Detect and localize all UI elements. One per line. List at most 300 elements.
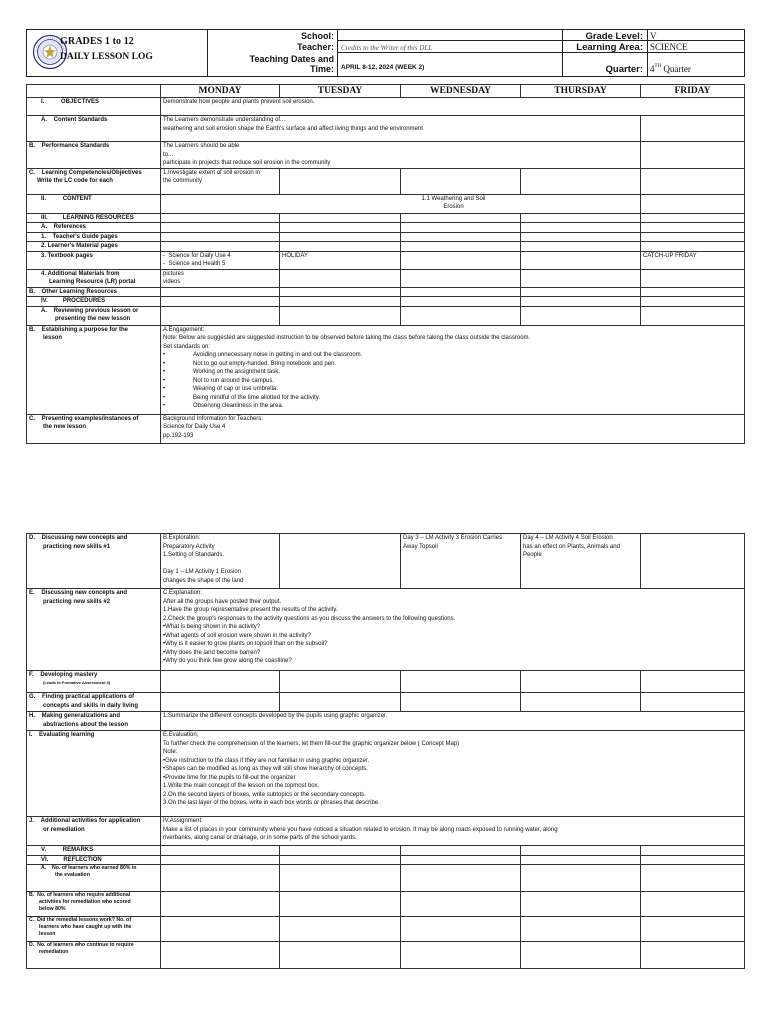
empty-cell (280, 242, 401, 252)
bullet-glyph: • (163, 386, 166, 392)
remarks-title: REMARKS (62, 847, 94, 853)
engagement-note: Note: Below are suggested are suggested instruction to be observed before taking the class before taking the class outside the classroom. (163, 335, 531, 341)
empty-cell (641, 846, 745, 856)
empty-cell (161, 917, 280, 942)
presenting-label-line: C. Presenting examples/instances of (29, 415, 139, 422)
mastery-row (27, 671, 745, 693)
header-right-values (647, 30, 744, 76)
bullet-text: Not to go out empty-handed. Bring notebook and pen. (193, 360, 337, 367)
empty-cell (161, 865, 280, 892)
empty-cell (401, 306, 521, 325)
empty-cell (641, 194, 745, 213)
explanation-line: 2.Check the group's responses to the activity questions as you discuss the answers to the following questions. (163, 615, 456, 622)
competencies-label-line: Write the LC code for each (37, 178, 113, 184)
explanation-line: •Why is it easier to grow plants on topsoil than on the subsoil? (163, 641, 328, 647)
empty-cell (280, 855, 401, 865)
empty-cell (280, 287, 401, 297)
bullet-text: Avoiding unnecessary noise in getting in and out the classroom. (193, 352, 363, 358)
standards-bullet (163, 394, 742, 403)
dates-label-1: Teaching Dates and (249, 54, 334, 64)
reflection-b-label-line: activities for remediation who scored (39, 899, 131, 905)
empty-cell (641, 942, 745, 969)
discussing2-content (161, 589, 745, 671)
discussing1-line: People (523, 552, 542, 558)
remarks-label (27, 846, 161, 856)
presenting-line: Background Information for Teachers: (163, 415, 263, 422)
header-title-cell (27, 30, 208, 76)
empty-cell (521, 232, 641, 242)
content-standards-label: A. Content Standards (27, 116, 161, 142)
engagement-heading: A.Engagement: (163, 326, 205, 333)
empty-cell (521, 242, 641, 252)
empty-cell (161, 855, 280, 865)
empty-cell (521, 917, 641, 942)
empty-cell (401, 213, 521, 223)
empty-cell (521, 297, 641, 307)
generalizations-label-line: H. Making generalizations and (29, 713, 121, 719)
empty-cell (161, 306, 280, 325)
discussing1-thursday (521, 534, 641, 589)
empty-cell (280, 534, 401, 589)
purpose-content (161, 325, 745, 414)
discussing1-line: Day 1 – LM Activity 1 Erosion (163, 569, 242, 575)
textbook-line: - Science for Daily Use 4 (163, 252, 231, 259)
performance-standards-line: to... (163, 151, 174, 158)
evaluation-line: E.Evaluation; (163, 732, 199, 738)
competencies-monday (161, 168, 280, 194)
header-values (337, 30, 563, 76)
reflection-c-row (27, 917, 745, 942)
learners-material-label: 2. Learner's Material pages (27, 242, 161, 252)
quarter-word: Quarter (661, 64, 691, 74)
practical-label-line: G. Finding practical applications of (29, 694, 135, 700)
header-rule (337, 40, 562, 41)
purpose-label-line: B. Establishing a purpose for the (29, 326, 129, 333)
generalizations-label (27, 712, 161, 731)
empty-cell (641, 116, 745, 142)
performance-standards-label: B. Performance Standards (27, 142, 161, 169)
empty-cell (521, 855, 641, 865)
additional-materials-line: videos (163, 279, 181, 285)
additional-materials-line: pictures (163, 270, 185, 277)
learning-area-value: SCIENCE (650, 42, 688, 52)
assignment-line: Make a list of places in your community where you have noticed a situation related to erosion. It may be along roads exposed to running water, along (163, 826, 558, 833)
discussing1-line: Day 3 – LM Activity 3 Erosion Carries (403, 535, 503, 541)
generalizations-label-line: abstractions about the lesson (43, 721, 129, 728)
empty-cell (161, 213, 280, 223)
header-rule (562, 40, 744, 41)
discussing1-line: has an effect on Plants, Animals and (523, 543, 620, 550)
content-num: II. (41, 195, 47, 202)
reflection-label (27, 855, 161, 865)
grade-level-value: V (650, 31, 657, 41)
empty-cell (280, 917, 401, 942)
empty-cell (161, 846, 280, 856)
reviewing-label (27, 306, 161, 325)
reflection-b-row (27, 892, 745, 917)
procedures-row (27, 297, 745, 307)
procedures-title: PROCEDURES (62, 298, 106, 304)
textbook-monday (161, 251, 280, 269)
discussing1-monday (161, 534, 280, 589)
empty-cell (401, 168, 521, 194)
empty-cell (521, 213, 641, 223)
practical-row (27, 693, 745, 712)
empty-cell (401, 251, 521, 269)
day-header-friday: FRIDAY (641, 85, 745, 98)
resources-label (27, 213, 161, 223)
discussing1-line (163, 560, 277, 569)
objectives-row (27, 98, 745, 116)
evaluation-line: 3.On the last layer of the boxes, write in each box words or phrases that describe. (163, 800, 380, 806)
explanation-line: •Why does the land become barren? (163, 649, 261, 656)
empty-cell (161, 287, 280, 297)
empty-cell (161, 671, 280, 693)
reflection-b-label-line: B. No. of learners who require additional (29, 892, 131, 898)
empty-cell (521, 223, 641, 233)
reflection-d-label-line: remediation (39, 949, 69, 955)
performance-standards-text (161, 142, 641, 169)
discussing2-label-line: E. Discussing new concepts and (29, 590, 128, 596)
empty-cell (161, 942, 280, 969)
empty-cell (521, 287, 641, 297)
references-row (27, 223, 745, 233)
content-standards-line: weathering and soil erosion shape the Earth's surface and affect living things and the environment (163, 125, 423, 132)
additional-activities-row (27, 817, 745, 846)
header-rule (562, 52, 744, 53)
performance-standards-line: participate in projects that reduce soil erosion in the community (163, 160, 331, 166)
learners-material-row (27, 242, 745, 252)
empty-cell (161, 892, 280, 917)
standards-bullet (163, 377, 742, 386)
empty-cell (401, 917, 521, 942)
presenting-label (27, 414, 161, 443)
bullet-text: Not to run around the campus. (193, 377, 275, 384)
bullet-text: Being mindful of the time allotted for the activity. (193, 394, 320, 401)
evaluation-line: To further check the comprehension of the learners, let them fill-out the graphic organizer below ( Concept Map) (163, 740, 460, 747)
objectives-label (27, 98, 161, 116)
empty-cell (401, 693, 521, 712)
evaluating-row (27, 731, 745, 817)
school-label: School: (301, 31, 334, 41)
day-header-blank (27, 85, 161, 98)
empty-cell (280, 693, 401, 712)
explanation-line: 1.Have the group representative present the results of the activity. (163, 607, 338, 613)
content-text (161, 194, 641, 213)
purpose-label (27, 325, 161, 414)
empty-cell (521, 251, 641, 269)
empty-cell (280, 671, 401, 693)
content-title: CONTENT (62, 195, 92, 202)
empty-cell (280, 269, 401, 287)
evaluating-label: I. Evaluating learning (27, 731, 161, 817)
empty-cell (641, 917, 745, 942)
reflection-a-label-line: the evaluation (55, 872, 90, 878)
content-standards-line: The Learners demonstrate understanding of... (163, 117, 286, 123)
additional-materials-monday (161, 269, 280, 287)
empty-cell (641, 232, 745, 242)
textbook-row (27, 251, 745, 269)
evaluation-line: 1.Write the main concept of the lesson on the topmost box. (163, 783, 320, 789)
discussing1-line: B.Exploration: (163, 535, 201, 541)
empty-cell (521, 693, 641, 712)
empty-cell (280, 168, 401, 194)
competencies-label-line: C. Learning Competencies/Objectives (29, 169, 142, 176)
quarter-value (650, 64, 691, 74)
empty-cell (161, 223, 280, 233)
empty-cell (280, 865, 401, 892)
discussing1-line: Away Topsoil (403, 543, 438, 550)
empty-cell (161, 242, 280, 252)
other-resources-row (27, 287, 745, 297)
quarter-number: 4 (650, 64, 655, 74)
day-header-monday: MONDAY (161, 85, 280, 98)
presenting-line: Science for Daily Use 4 (163, 424, 226, 430)
empty-cell (280, 297, 401, 307)
reflection-num: VI. (41, 856, 49, 863)
day-header-thursday: THURSDAY (521, 85, 641, 98)
day-header-row (27, 85, 745, 98)
other-resources-label: B. Other Learning Resources (27, 287, 161, 297)
reflection-d-label-line: D. No. of learners who continue to require (29, 942, 134, 948)
discussing1-line: Preparatory Activity (163, 543, 215, 550)
assignment-line: IV.Assignment: (163, 818, 203, 824)
empty-cell (401, 846, 521, 856)
empty-cell (521, 168, 641, 194)
dll-header (26, 29, 745, 77)
empty-cell (401, 242, 521, 252)
header-labels (207, 30, 338, 76)
empty-cell (401, 232, 521, 242)
header-rule (337, 52, 562, 53)
standards-bullet (163, 402, 742, 411)
empty-cell (280, 232, 401, 242)
empty-cell (280, 846, 401, 856)
reflection-c-label (27, 917, 161, 942)
empty-cell (280, 892, 401, 917)
discussing1-line: changes the shape of the land (163, 577, 244, 584)
lesson-log-table-part2 (26, 533, 745, 969)
content-label (27, 194, 161, 213)
empty-cell (641, 306, 745, 325)
objectives-title: OBJECTIVES (61, 99, 100, 105)
presenting-row (27, 414, 745, 443)
additional-materials-label (27, 269, 161, 287)
discussing1-label-line: D. Discussing new concepts and (29, 535, 128, 541)
textbook-line: - Science and Health 5 (163, 261, 226, 267)
empty-cell (521, 269, 641, 287)
generalizations-text: 1.Summarize the different concepts developed by the pupils using graphic organizer. (161, 712, 745, 731)
reviewing-row (27, 306, 745, 325)
reflection-title: REFLECTION (63, 856, 102, 863)
discussing2-label-line: practicing new skills #2 (43, 598, 111, 605)
content-row (27, 194, 745, 213)
set-standards: Set standards on: (163, 343, 211, 350)
dll-title: DAILY LESSON LOG (60, 52, 153, 62)
reflection-d-row (27, 942, 745, 969)
resources-row (27, 213, 745, 223)
objectives-text: Demonstrate how people and plants prevent soil erosion. (161, 98, 745, 116)
discussing2-label (27, 589, 161, 671)
textbook-label: 3. Textbook pages (27, 251, 161, 269)
remarks-num: V. (41, 847, 47, 853)
empty-cell (641, 242, 745, 252)
additional-materials-row (27, 269, 745, 287)
empty-cell (280, 306, 401, 325)
assignment-content (161, 817, 745, 846)
explanation-line: After all the groups have posted their output. (163, 598, 282, 605)
additional-activities-label-line: or remediation (43, 826, 85, 833)
explanation-line: •What agents of soil erosion were shown in the activity? (163, 632, 311, 639)
empty-cell (401, 942, 521, 969)
bullet-glyph: • (163, 352, 166, 358)
explanation-line: •Why do you think few grow along the coastline? (163, 658, 292, 664)
additional-materials-label-line: Learning Resource (LR) portal (49, 279, 136, 285)
empty-cell (641, 671, 745, 693)
performance-standards-row (27, 142, 745, 169)
teachers-guide-label: 1. Teacher's Guide pages (27, 232, 161, 242)
empty-cell (641, 287, 745, 297)
reflection-a-row (27, 865, 745, 892)
teacher-value: Credits to the Writer of this DLL (341, 44, 433, 52)
objectives-num: I. (41, 99, 45, 105)
standards-bullet (163, 368, 742, 377)
presenting-line: pp.192-193 (163, 432, 194, 439)
empty-cell (641, 693, 745, 712)
empty-cell (521, 671, 641, 693)
discussing1-line: Day 4 – LM Activity 4 Soil Erosion (523, 535, 613, 541)
lesson-log-table-part1 (26, 84, 745, 444)
bullet-glyph: • (163, 369, 166, 375)
evaluating-content (161, 731, 745, 817)
purpose-row (27, 325, 745, 414)
standards-bullet (163, 360, 742, 369)
empty-cell (521, 306, 641, 325)
empty-cell (641, 855, 745, 865)
empty-cell (401, 865, 521, 892)
competencies-line: 1.Investigate extent of soil erosion in (163, 169, 261, 176)
teachers-guide-row (27, 232, 745, 242)
remarks-row (27, 846, 745, 856)
bullet-text: Working on the assignment task. (193, 369, 280, 375)
reflection-c-label-line: lesson (39, 931, 56, 937)
practical-label (27, 693, 161, 712)
discussing1-label (27, 534, 161, 589)
references-label: A. References (27, 223, 161, 233)
empty-cell (521, 865, 641, 892)
explanation-line: •What is being shown in the activity? (163, 624, 261, 630)
purpose-label-line: lesson (43, 335, 63, 341)
empty-cell (280, 223, 401, 233)
procedures-label (27, 297, 161, 307)
content-line: 1.1 Weathering and Soil (421, 195, 486, 202)
additional-activities-label-line: J. Additional activities for application (29, 818, 141, 824)
bullet-glyph: • (163, 394, 166, 401)
dates-value: APRIL 8-12, 2024 (WEEK 2) (341, 64, 425, 71)
reflection-c-label-line: learners who have caught up with the (39, 924, 132, 930)
presenting-content (161, 414, 745, 443)
empty-cell (521, 942, 641, 969)
reviewing-label-line: presenting the new lesson (55, 316, 131, 322)
mastery-sub: (Leads to Formative Assessment 3) (43, 679, 111, 685)
textbook-friday: CATCH-UP FRIDAY (641, 251, 745, 269)
procedures-num: IV. (41, 298, 48, 304)
mastery-label-line: F. Developing mastery (29, 672, 98, 678)
presenting-label-line: the new lesson (43, 424, 87, 430)
additional-materials-label-line: 4. Additional Materials from (41, 270, 120, 277)
reflection-a-label (27, 865, 161, 892)
discussing1-wednesday (401, 534, 521, 589)
discussing1-label-line: practicing new skills #1 (43, 543, 111, 550)
standards-bullet (163, 385, 742, 394)
evaluation-line: •Give instruction to the class if they are not familiar in using graphic organizer. (163, 757, 370, 764)
quarter-suffix: TH (654, 64, 662, 69)
empty-cell (521, 892, 641, 917)
empty-cell (280, 942, 401, 969)
empty-cell (401, 287, 521, 297)
empty-cell (641, 269, 745, 287)
reviewing-label-line: A. Reviewing previous lesson or (41, 307, 139, 314)
competencies-row (27, 168, 745, 194)
mastery-label (27, 671, 161, 693)
content-line: Erosion (443, 204, 464, 210)
reflection-row (27, 855, 745, 865)
generalizations-row (27, 712, 745, 731)
empty-cell (161, 232, 280, 242)
assignment-line: riverbanks, along canal or drainage, or in some parts of the school yards. (163, 835, 357, 841)
learning-area-label: Learning Area: (576, 42, 643, 53)
reflection-b-label-line: below 80% (39, 906, 66, 912)
discussing2-row (27, 589, 745, 671)
grades-title: GRADES 1 to 12 (60, 36, 134, 47)
bullet-glyph: • (163, 377, 166, 384)
empty-cell (401, 855, 521, 865)
empty-cell (641, 142, 745, 169)
empty-cell (641, 297, 745, 307)
bullet-glyph: • (163, 403, 166, 409)
empty-cell (641, 223, 745, 233)
resources-num: III. (41, 214, 48, 221)
day-header-tuesday: TUESDAY (280, 85, 401, 98)
competencies-label (27, 168, 161, 194)
empty-cell (401, 892, 521, 917)
empty-cell (641, 865, 745, 892)
discussing1-row (27, 534, 745, 589)
additional-activities-label (27, 817, 161, 846)
empty-cell (641, 892, 745, 917)
empty-cell (401, 297, 521, 307)
empty-cell (641, 213, 745, 223)
evaluation-line: •Provide time for the pupils to fill-out the organizer (163, 774, 296, 781)
explanation-line: C.Explanation: (163, 590, 203, 596)
performance-standards-line: The Learners should be able (163, 143, 240, 149)
empty-cell (401, 671, 521, 693)
dates-label-2: Time: (310, 64, 334, 74)
reflection-d-label (27, 942, 161, 969)
resources-title: LEARNING RESOURCES (62, 214, 134, 221)
empty-cell (641, 534, 745, 589)
standards-bullet (163, 351, 742, 360)
bullet-text: Wearing of cap or use umbrella. (193, 386, 278, 392)
empty-cell (641, 168, 745, 194)
reflection-b-label (27, 892, 161, 917)
bullet-text: Observing cleanliness in the area. (193, 403, 284, 409)
empty-cell (161, 693, 280, 712)
content-standards-text (161, 116, 641, 142)
quarter-label: Quarter: (605, 64, 643, 75)
evaluation-line: •Shapes can be modified as long as they will still show hierarchy of concepts. (163, 766, 368, 772)
empty-cell (521, 846, 641, 856)
